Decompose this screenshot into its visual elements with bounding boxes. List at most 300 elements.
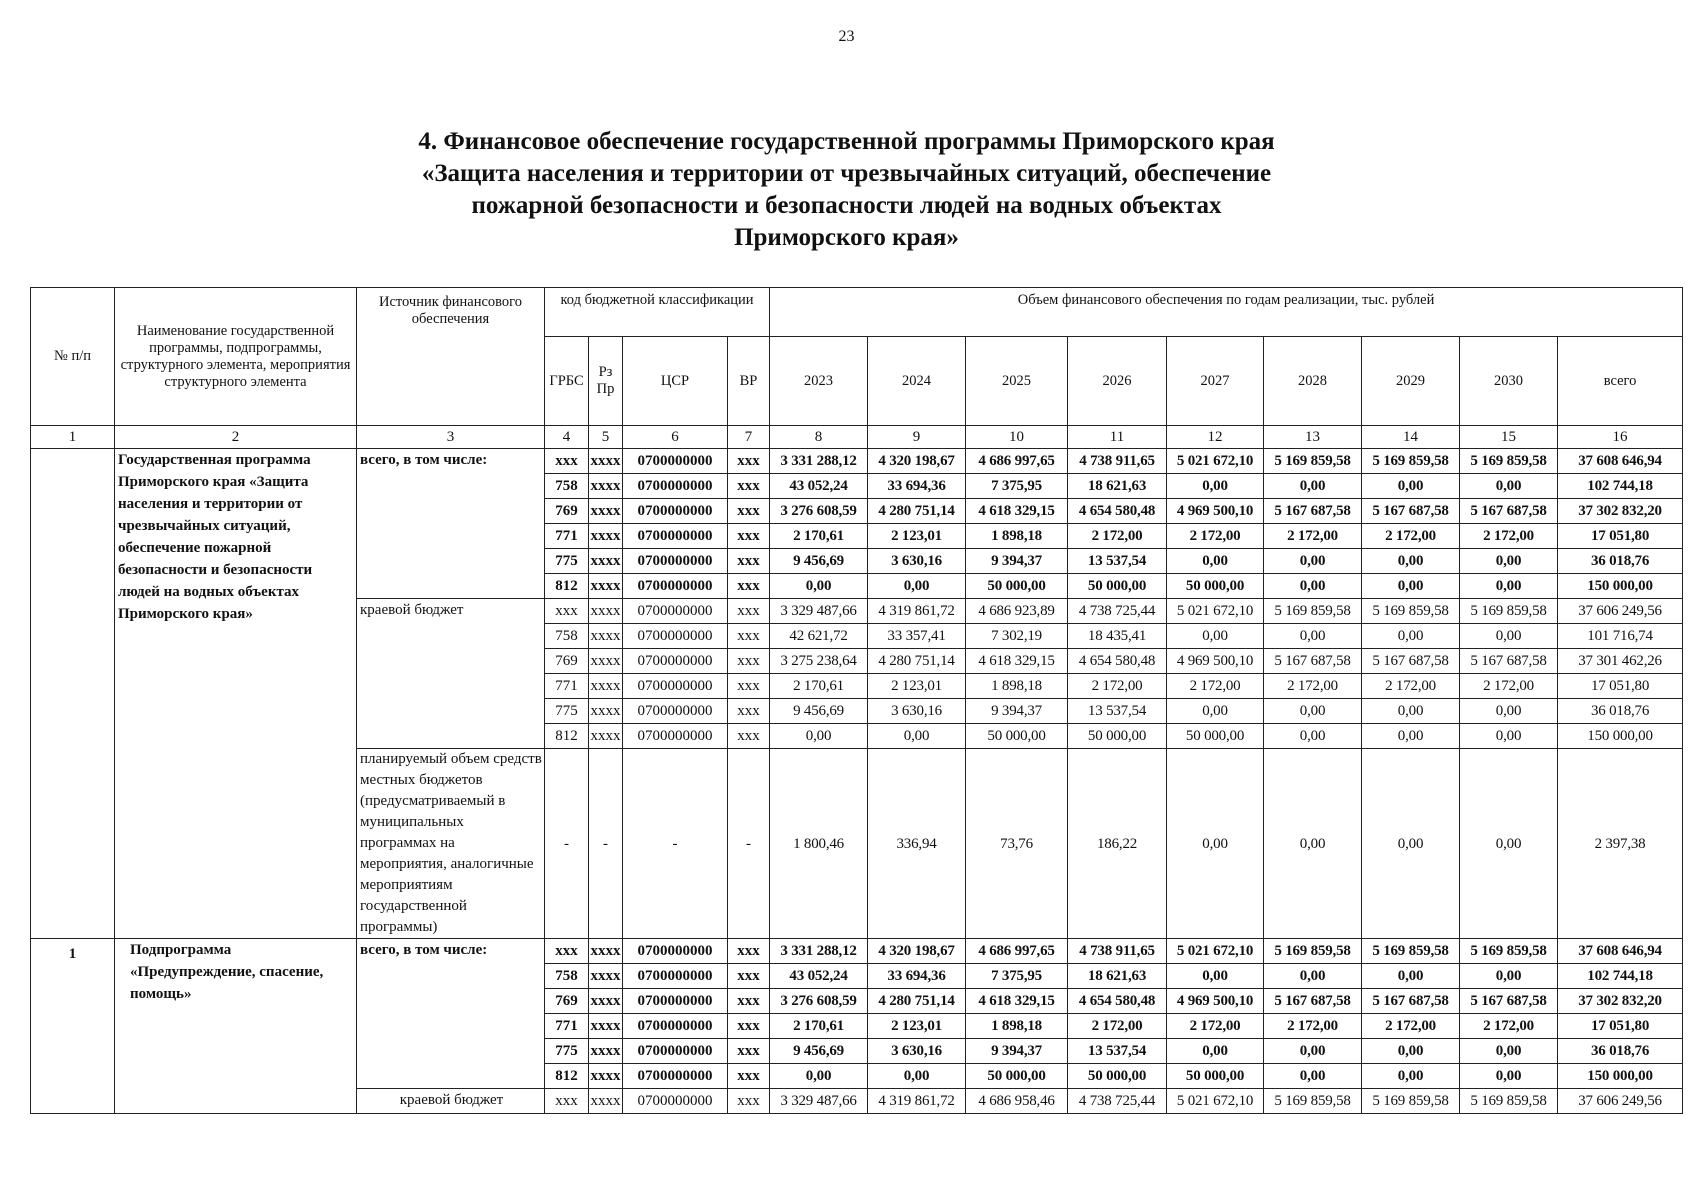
csr-cell: 0700000000 xyxy=(623,1089,728,1114)
year-value-cell: 4 686 997,65 xyxy=(966,939,1068,964)
rzpr-cell: xxxx xyxy=(589,1064,623,1089)
rzpr-cell: xxxx xyxy=(589,964,623,989)
vr-cell: xxx xyxy=(728,524,770,549)
year-value-cell: 0,00 xyxy=(1264,749,1362,939)
year-value-cell: 0,00 xyxy=(1362,574,1460,599)
rzpr-cell: xxxx xyxy=(589,724,623,749)
header-csr: ЦСР xyxy=(623,337,728,426)
year-value-cell: 0,00 xyxy=(1167,1039,1264,1064)
year-value-cell: 0,00 xyxy=(1362,1064,1460,1089)
vr-cell: xxx xyxy=(728,1064,770,1089)
row-number-cell: 1 xyxy=(31,939,115,1114)
vr-cell: xxx xyxy=(728,1039,770,1064)
grbs-cell: 758 xyxy=(545,624,589,649)
grbs-cell: 771 xyxy=(545,524,589,549)
year-value-cell: 5 167 687,58 xyxy=(1362,499,1460,524)
year-value-cell: 4 618 329,15 xyxy=(966,989,1068,1014)
year-value-cell: 5 169 859,58 xyxy=(1264,599,1362,624)
table-body xyxy=(31,426,1683,1114)
year-value-cell: 0,00 xyxy=(1362,964,1460,989)
csr-cell: 0700000000 xyxy=(623,674,728,699)
year-value-cell: 0,00 xyxy=(770,1064,868,1089)
csr-cell: 0700000000 xyxy=(623,724,728,749)
header-num: № п/п xyxy=(31,288,115,426)
vr-cell: - xyxy=(728,749,770,939)
year-value-cell: 5 169 859,58 xyxy=(1362,599,1460,624)
total-value-cell: 36 018,76 xyxy=(1558,1039,1683,1064)
year-value-cell: 4 969 500,10 xyxy=(1167,989,1264,1014)
grbs-cell: 775 xyxy=(545,549,589,574)
year-value-cell: 0,00 xyxy=(1362,1039,1460,1064)
vr-cell: xxx xyxy=(728,549,770,574)
vr-cell: xxx xyxy=(728,674,770,699)
total-value-cell: 2 397,38 xyxy=(1558,749,1683,939)
header-name: Наименование государственной программы, подпрограммы, структурного элемента, мероприятия структурного элемента xyxy=(115,288,357,426)
year-value-cell: 5 169 859,58 xyxy=(1460,939,1558,964)
year-value-cell: 5 169 859,58 xyxy=(1362,449,1460,474)
year-value-cell: 5 167 687,58 xyxy=(1264,499,1362,524)
header-source: Источник финансового обеспечения xyxy=(357,288,545,426)
year-value-cell: 0,00 xyxy=(1362,474,1460,499)
year-value-cell: 0,00 xyxy=(1167,474,1264,499)
year-value-cell: 2 172,00 xyxy=(1460,674,1558,699)
year-value-cell: 4 738 725,44 xyxy=(1068,1089,1167,1114)
total-value-cell: 37 606 249,56 xyxy=(1558,1089,1683,1114)
grbs-cell: 758 xyxy=(545,474,589,499)
header-year: 2027 xyxy=(1167,337,1264,426)
total-value-cell: 37 608 646,94 xyxy=(1558,449,1683,474)
year-value-cell: 0,00 xyxy=(1167,964,1264,989)
year-value-cell: 50 000,00 xyxy=(1167,724,1264,749)
year-value-cell: 1 898,18 xyxy=(966,674,1068,699)
source-regional-label: краевой бюджет xyxy=(357,1089,545,1114)
grbs-cell: 769 xyxy=(545,499,589,524)
rzpr-cell: xxxx xyxy=(589,699,623,724)
source-total-label: всего, в том числе: xyxy=(357,939,545,1089)
total-value-cell: 150 000,00 xyxy=(1558,1064,1683,1089)
year-value-cell: 2 170,61 xyxy=(770,1014,868,1039)
year-value-cell: 3 276 608,59 xyxy=(770,499,868,524)
column-number-cell: 9 xyxy=(868,426,966,449)
total-value-cell: 36 018,76 xyxy=(1558,699,1683,724)
column-number-cell: 15 xyxy=(1460,426,1558,449)
year-value-cell: 0,00 xyxy=(1362,549,1460,574)
year-value-cell: 0,00 xyxy=(1264,549,1362,574)
grbs-cell: xxx xyxy=(545,939,589,964)
vr-cell: xxx xyxy=(728,964,770,989)
year-value-cell: 3 329 487,66 xyxy=(770,599,868,624)
year-value-cell: 0,00 xyxy=(1460,474,1558,499)
year-value-cell: 2 170,61 xyxy=(770,674,868,699)
vr-cell: xxx xyxy=(728,474,770,499)
year-value-cell: 18 621,63 xyxy=(1068,474,1167,499)
year-value-cell: 4 618 329,15 xyxy=(966,499,1068,524)
grbs-cell: 769 xyxy=(545,989,589,1014)
column-number-cell: 4 xyxy=(545,426,589,449)
source-local-label: планируемый объем средств местных бюджетов (предусматриваемый в муниципальных программах на мероприятия, аналогичные мероприятиям государственной программы) xyxy=(357,749,545,939)
column-number-cell: 10 xyxy=(966,426,1068,449)
header-year: 2030 xyxy=(1460,337,1558,426)
column-number-cell: 5 xyxy=(589,426,623,449)
header-volume-group: Объем финансового обеспечения по годам реализации, тыс. рублей xyxy=(770,288,1683,337)
document-title xyxy=(0,126,1693,254)
year-value-cell: 2 172,00 xyxy=(1362,524,1460,549)
year-value-cell: 0,00 xyxy=(1460,964,1558,989)
year-value-cell: 5 167 687,58 xyxy=(1460,499,1558,524)
rzpr-cell: xxxx xyxy=(589,474,623,499)
year-value-cell: 0,00 xyxy=(1264,1064,1362,1089)
grbs-cell: 771 xyxy=(545,674,589,699)
year-value-cell: 3 275 238,64 xyxy=(770,649,868,674)
year-value-cell: 2 123,01 xyxy=(868,674,966,699)
vr-cell: xxx xyxy=(728,1014,770,1039)
year-value-cell: 4 618 329,15 xyxy=(966,649,1068,674)
year-value-cell: 50 000,00 xyxy=(1068,1064,1167,1089)
year-value-cell: 50 000,00 xyxy=(1167,574,1264,599)
year-value-cell: 4 969 500,10 xyxy=(1167,649,1264,674)
grbs-cell: xxx xyxy=(545,599,589,624)
year-value-cell: 2 172,00 xyxy=(1068,674,1167,699)
rzpr-cell: xxxx xyxy=(589,574,623,599)
year-value-cell: 0,00 xyxy=(1264,964,1362,989)
subprogram-name-cell: Подпрограмма «Предупреждение, спасение, помощь» xyxy=(115,939,357,1114)
column-number-cell: 7 xyxy=(728,426,770,449)
total-value-cell: 101 716,74 xyxy=(1558,624,1683,649)
header-year: 2026 xyxy=(1068,337,1167,426)
table-row xyxy=(31,939,1683,964)
header-year: 2024 xyxy=(868,337,966,426)
vr-cell: xxx xyxy=(728,449,770,474)
year-value-cell: 5 167 687,58 xyxy=(1460,989,1558,1014)
year-value-cell: 43 052,24 xyxy=(770,964,868,989)
column-number-cell: 3 xyxy=(357,426,545,449)
year-value-cell: 5 169 859,58 xyxy=(1264,449,1362,474)
vr-cell: xxx xyxy=(728,599,770,624)
rzpr-cell: xxxx xyxy=(589,939,623,964)
year-value-cell: 13 537,54 xyxy=(1068,699,1167,724)
year-value-cell: 0,00 xyxy=(770,724,868,749)
year-value-cell: 43 052,24 xyxy=(770,474,868,499)
year-value-cell: 4 738 911,65 xyxy=(1068,939,1167,964)
year-value-cell: 50 000,00 xyxy=(1068,724,1167,749)
year-value-cell: 3 276 608,59 xyxy=(770,989,868,1014)
year-value-cell: 0,00 xyxy=(1167,699,1264,724)
financing-table xyxy=(30,287,1683,1114)
csr-cell: 0700000000 xyxy=(623,649,728,674)
row-number-cell xyxy=(31,449,115,939)
vr-cell: xxx xyxy=(728,649,770,674)
csr-cell: 0700000000 xyxy=(623,474,728,499)
year-value-cell: 2 123,01 xyxy=(868,1014,966,1039)
year-value-cell: 5 169 859,58 xyxy=(1264,939,1362,964)
year-value-cell: 0,00 xyxy=(868,574,966,599)
year-value-cell: 9 456,69 xyxy=(770,1039,868,1064)
year-value-cell: 186,22 xyxy=(1068,749,1167,939)
total-value-cell: 37 606 249,56 xyxy=(1558,599,1683,624)
total-value-cell: 37 302 832,20 xyxy=(1558,499,1683,524)
csr-cell: 0700000000 xyxy=(623,989,728,1014)
grbs-cell: xxx xyxy=(545,449,589,474)
year-value-cell: 4 280 751,14 xyxy=(868,499,966,524)
year-value-cell: 0,00 xyxy=(1167,624,1264,649)
rzpr-cell: xxxx xyxy=(589,549,623,574)
year-value-cell: 5 167 687,58 xyxy=(1362,989,1460,1014)
source-regional-label: краевой бюджет xyxy=(357,599,545,749)
year-value-cell: 0,00 xyxy=(1264,574,1362,599)
total-value-cell: 37 608 646,94 xyxy=(1558,939,1683,964)
column-number-cell: 8 xyxy=(770,426,868,449)
year-value-cell: 4 654 580,48 xyxy=(1068,499,1167,524)
year-value-cell: 4 280 751,14 xyxy=(868,989,966,1014)
column-number-cell: 16 xyxy=(1558,426,1683,449)
year-value-cell: 2 172,00 xyxy=(1068,1014,1167,1039)
year-value-cell: 33 694,36 xyxy=(868,474,966,499)
rzpr-cell: xxxx xyxy=(589,1089,623,1114)
rzpr-cell: xxxx xyxy=(589,624,623,649)
year-value-cell: 4 686 958,46 xyxy=(966,1089,1068,1114)
year-value-cell: 50 000,00 xyxy=(1068,574,1167,599)
grbs-cell: 769 xyxy=(545,649,589,674)
csr-cell: 0700000000 xyxy=(623,574,728,599)
total-value-cell: 37 302 832,20 xyxy=(1558,989,1683,1014)
year-value-cell: 0,00 xyxy=(1460,699,1558,724)
grbs-cell: 758 xyxy=(545,964,589,989)
year-value-cell: 50 000,00 xyxy=(966,1064,1068,1089)
csr-cell: - xyxy=(623,749,728,939)
vr-cell: xxx xyxy=(728,699,770,724)
year-value-cell: 4 320 198,67 xyxy=(868,449,966,474)
header-grbs: ГРБС xyxy=(545,337,589,426)
year-value-cell: 3 630,16 xyxy=(868,699,966,724)
csr-cell: 0700000000 xyxy=(623,1014,728,1039)
year-value-cell: 2 172,00 xyxy=(1460,524,1558,549)
year-value-cell: 4 319 861,72 xyxy=(868,1089,966,1114)
rzpr-cell: xxxx xyxy=(589,649,623,674)
year-value-cell: 0,00 xyxy=(1264,724,1362,749)
title-line: пожарной безопасности и безопасности людей на водных объектах xyxy=(471,192,1222,219)
year-value-cell: 0,00 xyxy=(1362,749,1460,939)
total-value-cell: 17 051,80 xyxy=(1558,524,1683,549)
year-value-cell: 50 000,00 xyxy=(1167,1064,1264,1089)
year-value-cell: 0,00 xyxy=(868,1064,966,1089)
header-total: всего xyxy=(1558,337,1683,426)
title-line: Приморского края» xyxy=(734,224,959,251)
column-number-cell: 14 xyxy=(1362,426,1460,449)
column-number-cell: 6 xyxy=(623,426,728,449)
total-value-cell: 37 301 462,26 xyxy=(1558,649,1683,674)
header-year: 2023 xyxy=(770,337,868,426)
year-value-cell: 18 435,41 xyxy=(1068,624,1167,649)
year-value-cell: 0,00 xyxy=(1362,699,1460,724)
year-value-cell: 33 357,41 xyxy=(868,624,966,649)
year-value-cell: 4 738 911,65 xyxy=(1068,449,1167,474)
header-year: 2028 xyxy=(1264,337,1362,426)
vr-cell: xxx xyxy=(728,989,770,1014)
year-value-cell: 7 302,19 xyxy=(966,624,1068,649)
year-value-cell: 13 537,54 xyxy=(1068,1039,1167,1064)
year-value-cell: 2 170,61 xyxy=(770,524,868,549)
rzpr-cell: xxxx xyxy=(589,989,623,1014)
grbs-cell: xxx xyxy=(545,1089,589,1114)
year-value-cell: 0,00 xyxy=(1460,1064,1558,1089)
year-value-cell: 0,00 xyxy=(1460,624,1558,649)
year-value-cell: 0,00 xyxy=(1362,624,1460,649)
title-line: 4. Финансовое обеспечение государственной программы Приморского края xyxy=(418,128,1275,155)
year-value-cell: 0,00 xyxy=(1362,724,1460,749)
year-value-cell: 5 169 859,58 xyxy=(1460,1089,1558,1114)
year-value-cell: 9 456,69 xyxy=(770,549,868,574)
year-value-cell: 50 000,00 xyxy=(966,724,1068,749)
vr-cell: xxx xyxy=(728,1089,770,1114)
year-value-cell: 5 021 672,10 xyxy=(1167,449,1264,474)
csr-cell: 0700000000 xyxy=(623,624,728,649)
year-value-cell: 2 172,00 xyxy=(1264,1014,1362,1039)
year-value-cell: 2 172,00 xyxy=(1460,1014,1558,1039)
rzpr-cell: xxxx xyxy=(589,524,623,549)
total-value-cell: 102 744,18 xyxy=(1558,474,1683,499)
year-value-cell: 5 021 672,10 xyxy=(1167,939,1264,964)
year-value-cell: 3 331 288,12 xyxy=(770,939,868,964)
title-line: «Защита населения и территории от чрезвычайных ситуаций, обеспечение xyxy=(421,160,1272,187)
header-year: 2029 xyxy=(1362,337,1460,426)
rzpr-cell: xxxx xyxy=(589,499,623,524)
year-value-cell: 3 329 487,66 xyxy=(770,1089,868,1114)
total-value-cell: 36 018,76 xyxy=(1558,549,1683,574)
year-value-cell: 2 123,01 xyxy=(868,524,966,549)
year-value-cell: 2 172,00 xyxy=(1068,524,1167,549)
year-value-cell: 2 172,00 xyxy=(1264,524,1362,549)
year-value-cell: 0,00 xyxy=(1460,724,1558,749)
year-value-cell: 5 167 687,58 xyxy=(1460,649,1558,674)
year-value-cell: 5 021 672,10 xyxy=(1167,599,1264,624)
header-code-group: код бюджетной классификации xyxy=(545,288,770,337)
year-value-cell: 7 375,95 xyxy=(966,474,1068,499)
year-value-cell: 4 280 751,14 xyxy=(868,649,966,674)
year-value-cell: 3 630,16 xyxy=(868,549,966,574)
csr-cell: 0700000000 xyxy=(623,1064,728,1089)
year-value-cell: 0,00 xyxy=(770,574,868,599)
year-value-cell: 5 169 859,58 xyxy=(1362,1089,1460,1114)
vr-cell: xxx xyxy=(728,724,770,749)
csr-cell: 0700000000 xyxy=(623,499,728,524)
year-value-cell: 0,00 xyxy=(1460,749,1558,939)
grbs-cell: 775 xyxy=(545,1039,589,1064)
grbs-cell: 771 xyxy=(545,1014,589,1039)
column-number-cell: 12 xyxy=(1167,426,1264,449)
page-number: 23 xyxy=(838,28,855,45)
total-value-cell: 150 000,00 xyxy=(1558,724,1683,749)
total-value-cell: 150 000,00 xyxy=(1558,574,1683,599)
year-value-cell: 0,00 xyxy=(1264,474,1362,499)
grbs-cell: 775 xyxy=(545,699,589,724)
source-total-label: всего, в том числе: xyxy=(357,449,545,599)
vr-cell: xxx xyxy=(728,939,770,964)
year-value-cell: 0,00 xyxy=(1264,699,1362,724)
year-value-cell: 2 172,00 xyxy=(1362,674,1460,699)
year-value-cell: 4 969 500,10 xyxy=(1167,499,1264,524)
year-value-cell: 5 169 859,58 xyxy=(1362,939,1460,964)
year-value-cell: 4 686 923,89 xyxy=(966,599,1068,624)
header-year: 2025 xyxy=(966,337,1068,426)
vr-cell: xxx xyxy=(728,574,770,599)
rzpr-cell: xxxx xyxy=(589,449,623,474)
column-number-cell: 11 xyxy=(1068,426,1167,449)
csr-cell: 0700000000 xyxy=(623,524,728,549)
year-value-cell: 1 898,18 xyxy=(966,1014,1068,1039)
total-value-cell: 102 744,18 xyxy=(1558,964,1683,989)
year-value-cell: 2 172,00 xyxy=(1167,674,1264,699)
year-value-cell: 0,00 xyxy=(1167,749,1264,939)
year-value-cell: 336,94 xyxy=(868,749,966,939)
year-value-cell: 4 654 580,48 xyxy=(1068,989,1167,1014)
year-value-cell: 42 621,72 xyxy=(770,624,868,649)
financing-table-wrapper xyxy=(30,287,1682,1162)
table-row xyxy=(31,449,1683,474)
year-value-cell: 0,00 xyxy=(868,724,966,749)
year-value-cell: 3 331 288,12 xyxy=(770,449,868,474)
year-value-cell: 0,00 xyxy=(1264,624,1362,649)
year-value-cell: 33 694,36 xyxy=(868,964,966,989)
program-name-cell: Государственная программа Приморского края «Защита населения и территории от чрезвычайных ситуаций, обеспечение пожарной безопасности и безопасности людей на водных объектах Приморского края» xyxy=(115,449,357,939)
grbs-cell: 812 xyxy=(545,574,589,599)
column-number-cell: 13 xyxy=(1264,426,1362,449)
vr-cell: xxx xyxy=(728,624,770,649)
column-number-cell: 2 xyxy=(115,426,357,449)
year-value-cell: 1 898,18 xyxy=(966,524,1068,549)
year-value-cell: 5 169 859,58 xyxy=(1460,449,1558,474)
year-value-cell: 1 800,46 xyxy=(770,749,868,939)
year-value-cell: 5 169 859,58 xyxy=(1460,599,1558,624)
year-value-cell: 13 537,54 xyxy=(1068,549,1167,574)
column-number-row xyxy=(31,426,1683,449)
year-value-cell: 5 167 687,58 xyxy=(1362,649,1460,674)
grbs-cell: - xyxy=(545,749,589,939)
vr-cell: xxx xyxy=(728,499,770,524)
rzpr-cell: xxxx xyxy=(589,674,623,699)
year-value-cell: 4 654 580,48 xyxy=(1068,649,1167,674)
rzpr-cell: xxxx xyxy=(589,599,623,624)
column-number-cell: 1 xyxy=(31,426,115,449)
header-rzpr: Рз Пр xyxy=(589,337,623,426)
year-value-cell: 0,00 xyxy=(1460,574,1558,599)
rzpr-cell: xxxx xyxy=(589,1014,623,1039)
rzpr-cell: xxxx xyxy=(589,1039,623,1064)
year-value-cell: 73,76 xyxy=(966,749,1068,939)
year-value-cell: 7 375,95 xyxy=(966,964,1068,989)
year-value-cell: 9 394,37 xyxy=(966,549,1068,574)
csr-cell: 0700000000 xyxy=(623,964,728,989)
csr-cell: 0700000000 xyxy=(623,449,728,474)
year-value-cell: 9 456,69 xyxy=(770,699,868,724)
year-value-cell: 5 021 672,10 xyxy=(1167,1089,1264,1114)
year-value-cell: 18 621,63 xyxy=(1068,964,1167,989)
year-value-cell: 0,00 xyxy=(1460,549,1558,574)
rzpr-cell: - xyxy=(589,749,623,939)
year-value-cell: 5 169 859,58 xyxy=(1264,1089,1362,1114)
year-value-cell: 0,00 xyxy=(1167,549,1264,574)
year-value-cell: 4 320 198,67 xyxy=(868,939,966,964)
year-value-cell: 0,00 xyxy=(1460,1039,1558,1064)
csr-cell: 0700000000 xyxy=(623,1039,728,1064)
year-value-cell: 2 172,00 xyxy=(1362,1014,1460,1039)
year-value-cell: 9 394,37 xyxy=(966,1039,1068,1064)
csr-cell: 0700000000 xyxy=(623,599,728,624)
year-value-cell: 4 686 997,65 xyxy=(966,449,1068,474)
year-value-cell: 3 630,16 xyxy=(868,1039,966,1064)
year-value-cell: 0,00 xyxy=(1264,1039,1362,1064)
year-value-cell: 4 319 861,72 xyxy=(868,599,966,624)
csr-cell: 0700000000 xyxy=(623,939,728,964)
